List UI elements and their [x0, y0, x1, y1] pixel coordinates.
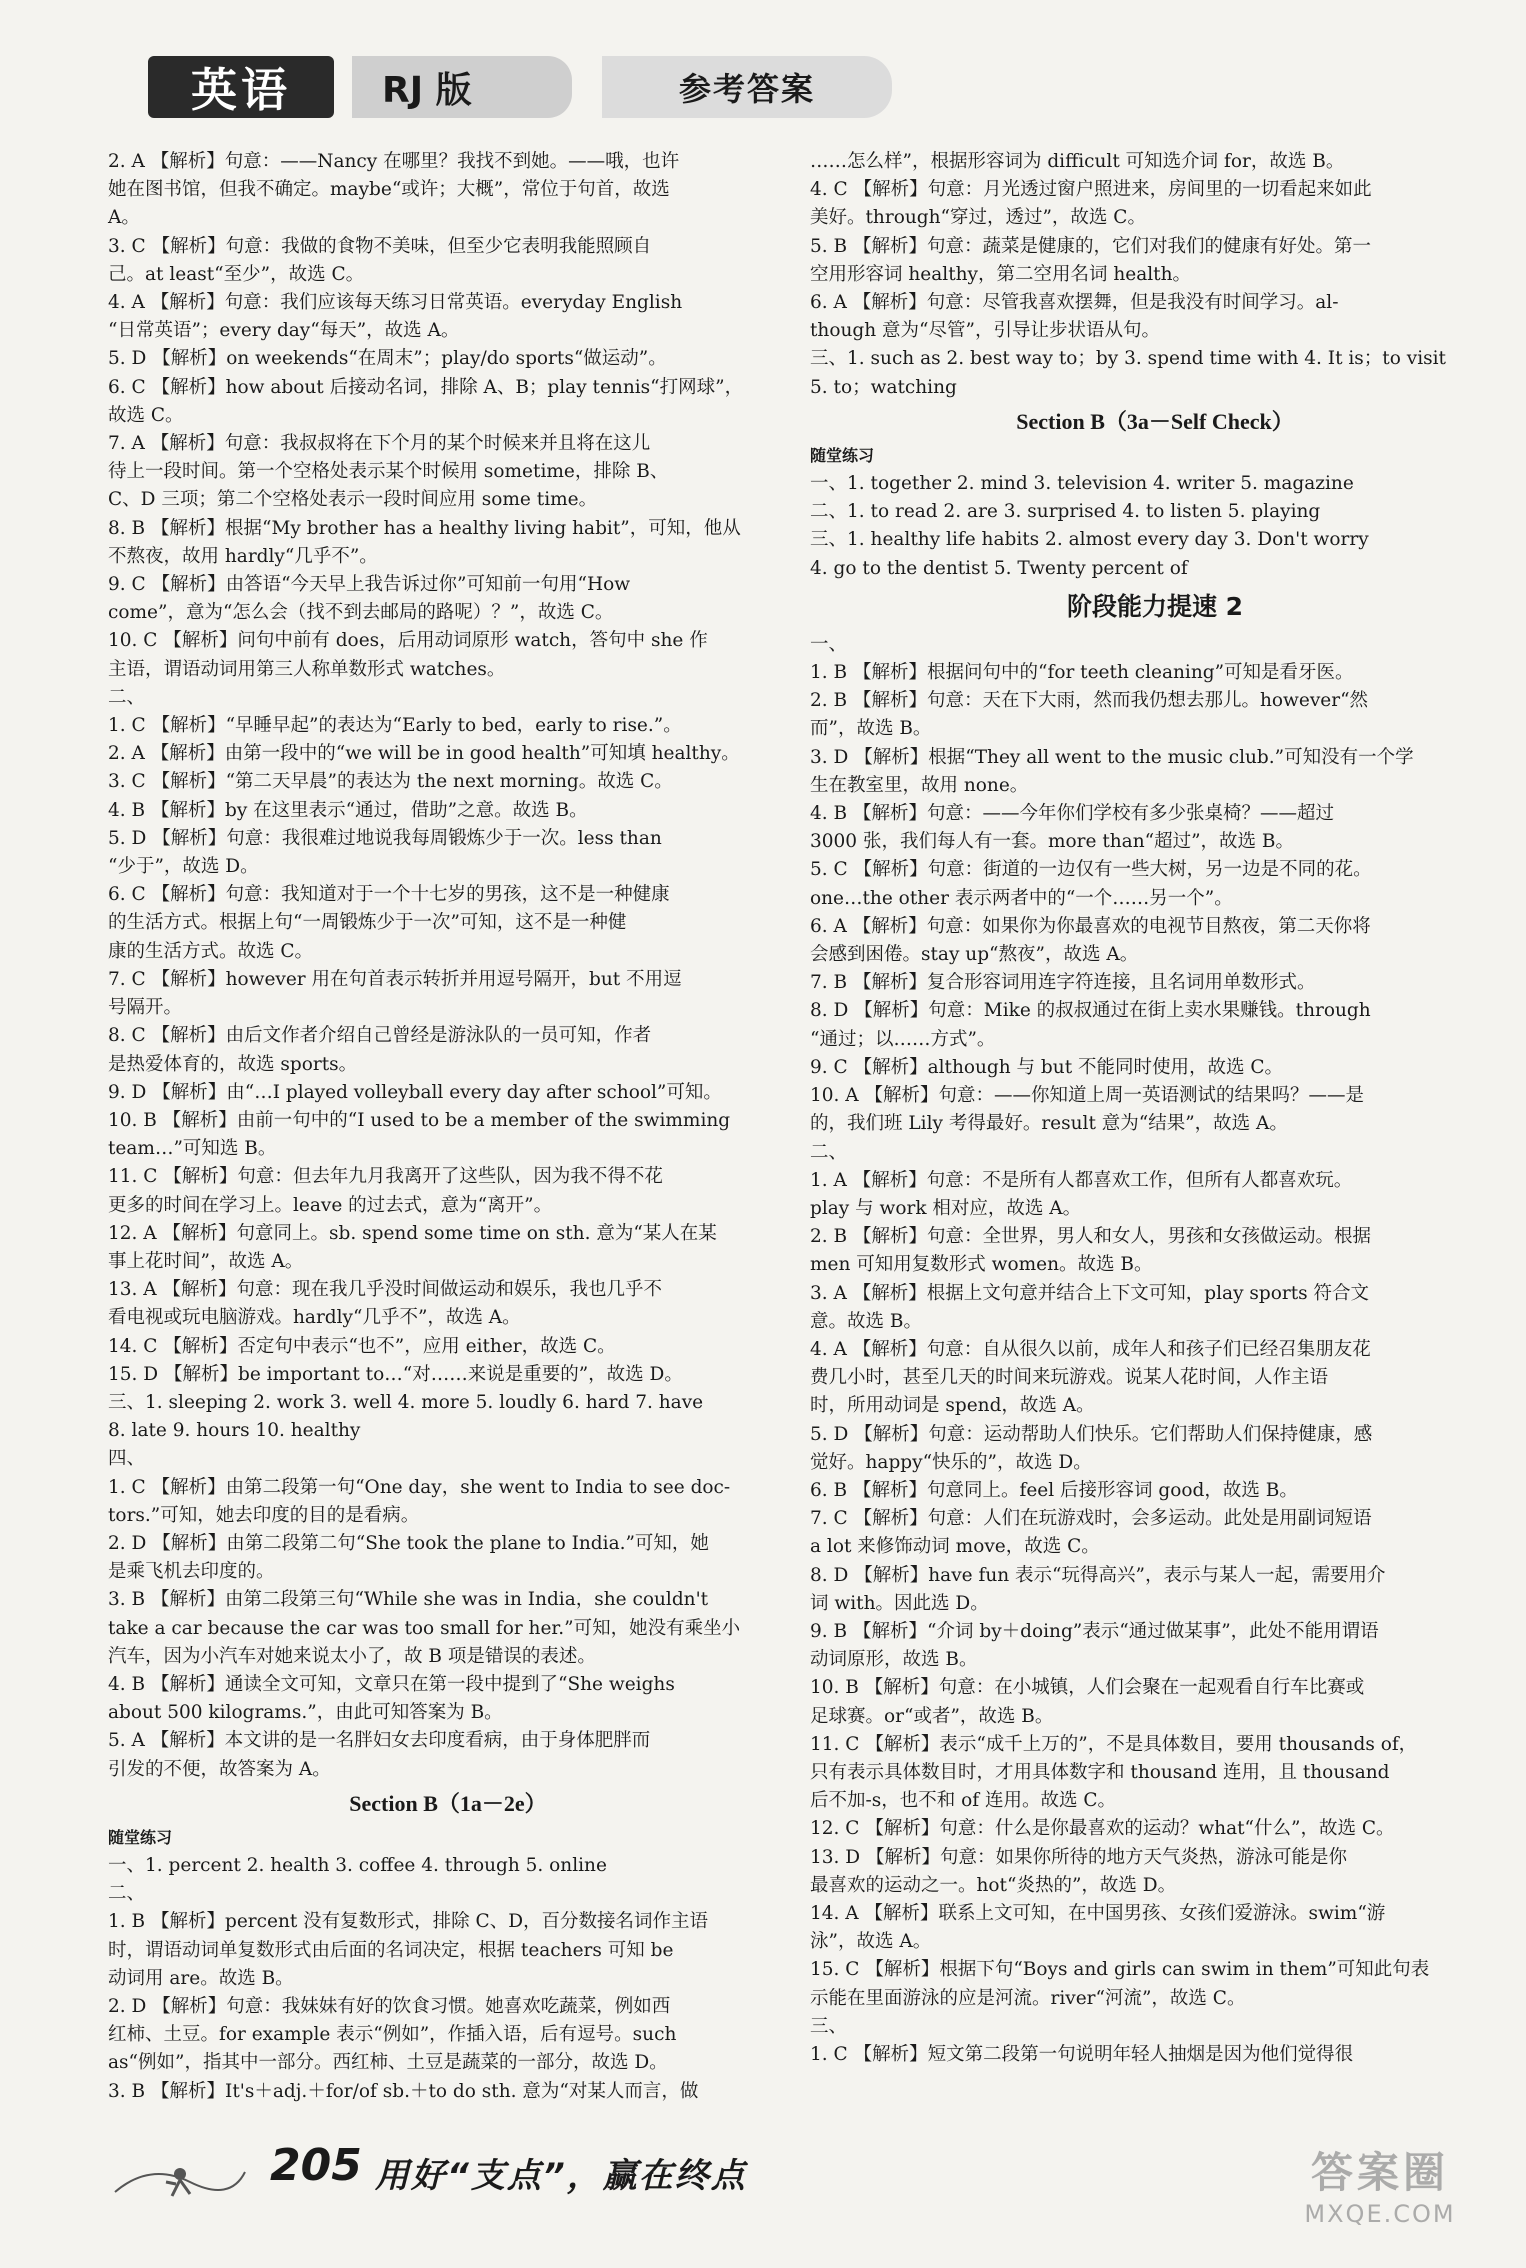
- right-column: [810, 148, 1500, 2068]
- answer-line: 引发的不便，故答案为 A。: [108, 1758, 331, 1780]
- answer-line: 1. C 【解析】由第二段第一句“One day，she went to India to see doc-: [108, 1476, 731, 1498]
- subject-label: 英语: [191, 63, 291, 117]
- answer-line: 13. A 【解析】句意：现在我几乎没时间做运动和娱乐，我也几乎不: [108, 1279, 663, 1301]
- answer-line: 8. C 【解析】由后文作者介绍自己曾经是游泳队的一员可知，作者: [108, 1025, 652, 1047]
- answer-line: 是热爱体育的，故选 sports。: [108, 1053, 358, 1075]
- answer-line: 13. D 【解析】句意：如果你所待的地方天气炎热，游泳可能是你: [810, 1846, 1348, 1868]
- answer-line: 3. C 【解析】句意：我做的食物不美味，但至少它表明我能照顾自: [108, 235, 652, 257]
- answer-line: 而”，故选 B。: [810, 718, 932, 740]
- runner-decoration-icon: [110, 2152, 250, 2204]
- answer-line: 更多的时间在学习上。leave 的过去式，意为“离开”。: [108, 1194, 553, 1216]
- answer-line: 4. B 【解析】句意：——今年你们学校有多少张桌椅？——超过: [810, 803, 1335, 825]
- answer-line: 美好。through“穿过，透过”，故选 C。: [810, 207, 1146, 229]
- answer-line: 14. C 【解析】否定句中表示“也不”，应用 either，故选 C。: [108, 1335, 616, 1357]
- answer-line: 二、: [810, 1141, 848, 1163]
- answer-line: 10. C 【解析】问句中前有 does，后用动词原形 watch，答句中 she 作: [108, 630, 708, 652]
- answer-line: 足球赛。or“或者”，故选 B。: [810, 1705, 1054, 1727]
- answer-line: a lot 来修饰动词 move，故选 C。: [810, 1536, 1100, 1558]
- answer-line: 9. C 【解析】although 与 but 不能同时使用，故选 C。: [810, 1056, 1284, 1078]
- answer-line: 10. A 【解析】句意：——你知道上周一英语测试的结果吗？——是: [810, 1085, 1365, 1107]
- answer-line: 8. D 【解析】句意：Mike 的叔叔通过在街上卖水果赚钱。through: [810, 1000, 1371, 1022]
- answer-line: 9. D 【解析】由“…I played volleyball every day after school”可知。: [108, 1081, 722, 1103]
- answer-line: 6. B 【解析】句意同上。feel 后接形容词 good，故选 B。: [810, 1479, 1298, 1501]
- answer-line: 三、1. healthy life habits 2. almost every day 3. Don't worry: [810, 529, 1369, 551]
- answer-line: 5. to；watching: [810, 376, 957, 398]
- answer-line: 三、1. such as 2. best way to；by 3. spend time with 4. It is；to visit: [810, 348, 1446, 370]
- left-answer-lines: [108, 148, 788, 1784]
- answer-line: 不熬夜，故用 hardly“几乎不”。: [108, 545, 378, 567]
- answer-line: 1. C 【解析】“早睡早起”的表达为“Early to bed，early to rise.”。: [108, 715, 682, 737]
- answer-line: 3. C 【解析】“第二天早晨”的表达为 the next morning。故选 C。: [108, 771, 673, 793]
- answer-line: 泳”，故选 A。: [810, 1931, 932, 1953]
- answer-line: 3. D 【解析】根据“They all went to the music club.”可知没有一个学: [810, 746, 1414, 768]
- answer-line: 时，谓语动词单复数形式由后面的名词决定，根据 teachers 可知 be: [108, 1939, 674, 1961]
- subject-badge: [148, 56, 334, 118]
- answer-line: 15. D 【解析】be important to…“对……来说是重要的”，故选 D。: [108, 1363, 683, 1385]
- answer-line: 只有表示具体数目时，才用具体数字和 thousand 连用，且 thousand: [810, 1761, 1390, 1783]
- answer-line: 主语，谓语动词用第三人称单数形式 watches。: [108, 658, 506, 680]
- answer-line: about 500 kilograms.”，由此可知答案为 B。: [108, 1702, 503, 1724]
- answer-line: 词 with。因此选 D。: [810, 1592, 989, 1614]
- answer-line: 2. D 【解析】句意：我妹妹有好的饮食习惯。她喜欢吃蔬菜，例如西: [108, 1996, 671, 2017]
- section-heading-1a-2e: Section B（1a－2e）: [349, 1790, 547, 1816]
- answer-line: “日常英语”；every day“每天”，故选 A。: [108, 320, 460, 342]
- right-answer-lines: [810, 148, 1500, 402]
- answer-line: 最喜欢的运动之一。hot“炎热的”，故选 D。: [810, 1874, 1177, 1896]
- answer-line: 空用形容词 healthy，第二空用名词 health。: [810, 263, 1192, 285]
- watermark-url: MXQE.COM: [1304, 2200, 1456, 2228]
- answer-line: come”，意为“怎么会（找不到去邮局的路呢）？”，故选 C。: [108, 602, 614, 624]
- left-column: [108, 148, 788, 2102]
- answer-line: 3. A 【解析】根据上文句意并结合上下文可知，play sports 符合文: [810, 1282, 1370, 1304]
- answer-line: 3. B 【解析】It's＋adj.＋for/of sb.＋to do sth. 意为“对某人而言，做: [108, 2080, 699, 2102]
- answer-line: 康的生活方式。故选 C。: [108, 940, 314, 962]
- answer-line: 5. C 【解析】句意：街道的一边仅有一些大树，另一边是不同的花。: [810, 859, 1372, 881]
- footer-slogan: 用好“支点”，赢在终点: [375, 2156, 747, 2196]
- answer-line: 费几小时，甚至几天的时间来玩游戏。说某人花时间，人作主语: [810, 1367, 1329, 1389]
- answer-line: 2. A 【解析】句意：——Nancy 在哪里？我找不到她。——哦，也许: [108, 151, 680, 172]
- answer-line: 14. A 【解析】联系上文可知，在中国男孩、女孩们爱游泳。swim“游: [810, 1902, 1386, 1924]
- section-answer-lines: [810, 470, 1500, 583]
- answer-line: “少于”，故选 D。: [108, 856, 259, 878]
- answer-line: 7. C 【解析】however 用在句首表示转折并用逗号隔开，but 不用逗: [108, 968, 682, 990]
- answer-line: 10. B 【解析】由前一句中的“I used to be a member of the swimming: [108, 1109, 731, 1131]
- answer-line: 11. C 【解析】表示“成千上万的”，不是具体数目，要用 thousands of，: [810, 1733, 1418, 1755]
- answer-line: 4. C 【解析】句意：月光透过窗户照进来，房间里的一切看起来如此: [810, 179, 1372, 201]
- answer-line: 三、1. sleeping 2. work 3. well 4. more 5. loudly 6. hard 7. have: [108, 1391, 704, 1413]
- answer-line: 生在教室里，故用 none。: [810, 774, 1029, 796]
- answer-line: 6. C 【解析】how about 后接动名词，排除 A、B；play tennis“打网球”，: [108, 376, 744, 398]
- page-header: [90, 40, 1450, 128]
- answer-line: 4. B 【解析】通读全文可知，文章只在第一段中提到了“She weighs: [108, 1673, 675, 1695]
- answer-line: 事上花时间”，故选 A。: [108, 1250, 304, 1272]
- answer-line: 4. A 【解析】句意：自从很久以前，成年人和孩子们已经召集朋友花: [810, 1338, 1371, 1360]
- stage-ability-heading: 阶段能力提速 2: [1066, 591, 1244, 621]
- answer-line: 5. D 【解析】on weekends“在周末”；play/do sports“做运动”。: [108, 348, 667, 370]
- answer-line: 6. C 【解析】句意：我知道对于一个十七岁的男孩，这不是一种健康: [108, 884, 670, 906]
- answer-line: 一、: [810, 633, 848, 655]
- answer-line: 二、: [108, 1883, 146, 1905]
- answer-line: 2. D 【解析】由第二段第二句“She took the plane to India.”可知，她: [108, 1532, 709, 1554]
- answer-line: 5. D 【解析】句意：运动帮助人们快乐。它们帮助人们保持健康，感: [810, 1423, 1373, 1445]
- answer-line: “通过；以……方式”。: [810, 1028, 996, 1050]
- answer-line: 2. B 【解析】句意：天在下大雨，然而我仍想去那儿。however“然: [810, 690, 1369, 712]
- answer-line: 6. A 【解析】句意：如果你为你最喜欢的电视节目熬夜，第二天你将: [810, 915, 1371, 937]
- answer-line: 7. A 【解析】句意：我叔叔将在下个月的某个时候来并且将在这儿: [108, 433, 651, 455]
- answer-line: 8. late 9. hours 10. healthy: [108, 1420, 361, 1442]
- answer-line: 汽车，因为小汽车对她来说太小了，故 B 项是错误的表述。: [108, 1645, 596, 1667]
- answer-line: 己。at least“至少”，故选 C。: [108, 263, 365, 285]
- answer-line: 二、1. to read 2. are 3. surprised 4. to listen 5. playing: [810, 501, 1321, 523]
- answer-line: 意。故选 B。: [810, 1310, 922, 1332]
- answer-line: 4. B 【解析】by 在这里表示“通过，借助”之意。故选 B。: [108, 799, 588, 821]
- header-title: 参考答案: [602, 56, 892, 118]
- answer-line: 2. A 【解析】由第一段中的“we will be in good health”可知填 healthy。: [108, 743, 740, 765]
- answer-line: 8. D 【解析】have fun 表示“玩得高兴”，表示与某人一起，需要用介: [810, 1564, 1386, 1586]
- practice-label: 随堂练习: [108, 1827, 173, 1847]
- answer-line: 3. B 【解析】由第二段第三句“While she was in India，she couldn't: [108, 1589, 709, 1611]
- answer-line: 二、: [108, 686, 146, 708]
- answer-line: 号隔开。: [108, 997, 183, 1019]
- site-watermark: [1255, 2140, 1505, 2250]
- answer-line: 12. C 【解析】句意：什么是你最喜欢的运动？what“什么”，故选 C。: [810, 1818, 1395, 1840]
- answer-line: 6. A 【解析】句意：尽管我喜欢摆舞，但是我没有时间学习。al-: [810, 292, 1339, 314]
- answer-line: 7. B 【解析】复合形容词用连字符连接，且名词用单数形式。: [810, 972, 1316, 994]
- answer-line: 的生活方式。根据上句“一周锻炼少于一次”可知，这不是一种健: [108, 912, 627, 934]
- answer-line: 4. A 【解析】句意：我们应该每天练习日常英语。everyday English: [108, 292, 683, 314]
- answer-line: tors.”可知，她去印度的目的是看病。: [108, 1504, 420, 1526]
- answer-line: 她在图书馆，但我不确定。maybe“或许；大概”，常位于句首，故选: [108, 179, 670, 201]
- answer-line: 15. C 【解析】根据下句“Boys and girls can swim in them”可知此句表: [810, 1959, 1430, 1981]
- page-number: 205: [270, 2140, 362, 2191]
- answer-line: 待上一段时间。第一个空格处表示某个时候用 sometime，排除 B、: [108, 461, 669, 483]
- answer-line: 动词用 are。故选 B。: [108, 1967, 294, 1989]
- answer-line: 8. B 【解析】根据“My brother has a healthy living habit”，可知，他从: [108, 517, 741, 539]
- practice-label: 随堂练习: [810, 445, 875, 465]
- answer-line: 觉好。happy“快乐的”，故选 D。: [810, 1451, 1092, 1473]
- answer-line: 12. A 【解析】句意同上。sb. spend some time on sth. 意为“某人在某: [108, 1222, 717, 1244]
- answer-line: 红柿、土豆。for example 表示“例如”，作插入语，后有逗号。such: [108, 2024, 677, 2046]
- watermark-text: 答案圈: [1310, 2148, 1449, 2197]
- answer-line: men 可知用复数形式 women。故选 B。: [810, 1254, 1153, 1276]
- answer-line: play 与 work 相对应，故选 A。: [810, 1197, 1082, 1219]
- answer-line: A。: [108, 207, 140, 229]
- answer-line: 三、: [810, 2015, 848, 2037]
- answer-line: 是乘飞机去印度的。: [108, 1561, 275, 1583]
- answer-line: 3000 张，我们每人有一套。more than“超过”，故选 B。: [810, 831, 1295, 853]
- answer-line: 1. C 【解析】短文第二段第一句说明年轻人抽烟是因为他们觉得很: [810, 2044, 1354, 2065]
- answer-line: 9. B 【解析】“介词 by＋doing”表示“通过做某事”，此处不能用谓语: [810, 1620, 1379, 1642]
- answer-line: team…”可知选 B。: [108, 1138, 277, 1160]
- answer-line: 故选 C。: [108, 404, 184, 426]
- answer-line: 10. B 【解析】句意：在小城镇，人们会聚在一起观看自行车比赛或: [810, 1677, 1365, 1699]
- answer-line: 5. D 【解析】句意：我很难过地说我每周锻炼少于一次。less than: [108, 827, 662, 849]
- answer-line: 4. go to the dentist 5. Twenty percent of: [810, 557, 1188, 579]
- answer-line: take a car because the car was too small for her.”可知，她没有乘坐小: [108, 1617, 741, 1639]
- section-heading-3a-self-check: Section B（3a－Self Check）: [1016, 408, 1294, 434]
- answer-line: 7. C 【解析】句意：人们在玩游戏时，会多运动。此处是用副词短语: [810, 1508, 1372, 1530]
- answer-line: C、D 三项；第二个空格处表示一段时间应用 some time。: [108, 489, 598, 511]
- answer-line: 1. B 【解析】根据问句中的“for teeth cleaning”可知是看牙医。: [810, 662, 1354, 684]
- answer-line: 1. B 【解析】percent 没有复数形式，排除 C、D，百分数接名词作主语: [108, 1911, 709, 1933]
- answer-line: 后不加-s，也不和 of 连用。故选 C。: [810, 1790, 1117, 1812]
- answer-line: 时，所用动词是 spend，故选 A。: [810, 1395, 1095, 1417]
- answer-line: 1. A 【解析】句意：不是所有人都喜欢工作，但所有人都喜欢玩。: [810, 1169, 1353, 1191]
- answer-line: ……怎么样”，根据形容词为 difficult 可知选介词 for，故选 B。: [810, 151, 1345, 172]
- answer-line: 动词原形，故选 B。: [810, 1649, 978, 1671]
- page-footer: [110, 2140, 810, 2220]
- answer-line: 一、1. percent 2. health 3. coffee 4. through 5. online: [108, 1854, 607, 1876]
- answer-line: 一、1. together 2. mind 3. television 4. writer 5. magazine: [810, 473, 1354, 495]
- answer-line: 5. A 【解析】本文讲的是一名胖妇女去印度看病，由于身体肥胖而: [108, 1730, 651, 1752]
- section-answer-lines: [108, 1852, 788, 2106]
- answer-line: 示能在里面游泳的应是河流。river“河流”，故选 C。: [810, 1987, 1246, 2009]
- answer-line: 会感到困倦。stay up“熬夜”，故选 A。: [810, 944, 1139, 966]
- answer-line: 9. C 【解析】由答语“今天早上我告诉过你”可知前一句用“How: [108, 574, 631, 596]
- answer-line: 5. B 【解析】句意：蔬菜是健康的，它们对我们的健康有好处。第一: [810, 235, 1372, 257]
- answer-line: one…the other 表示两者中的“一个……另一个”。: [810, 887, 1233, 909]
- answer-line: 11. C 【解析】句意：但去年九月我离开了这些队，因为我不得不花: [108, 1166, 663, 1188]
- answer-line: 四、: [108, 1448, 146, 1470]
- answer-line: 2. B 【解析】句意：全世界，男人和女人，男孩和女孩做运动。根据: [810, 1226, 1372, 1248]
- answer-line: 看电视或玩电脑游戏。hardly“几乎不”，故选 A。: [108, 1307, 521, 1329]
- stage-answer-lines: [810, 631, 1500, 2069]
- edition-label: RJ 版: [352, 56, 572, 118]
- answer-line: 的，我们班 Lily 考得最好。result 意为“结果”，故选 A。: [810, 1113, 1288, 1135]
- answer-line: as“例如”，指其中一部分。西红柿、土豆是蔬菜的一部分，故选 D。: [108, 2052, 668, 2074]
- answer-line: though 意为“尽管”，引导让步状语从句。: [810, 320, 1160, 342]
